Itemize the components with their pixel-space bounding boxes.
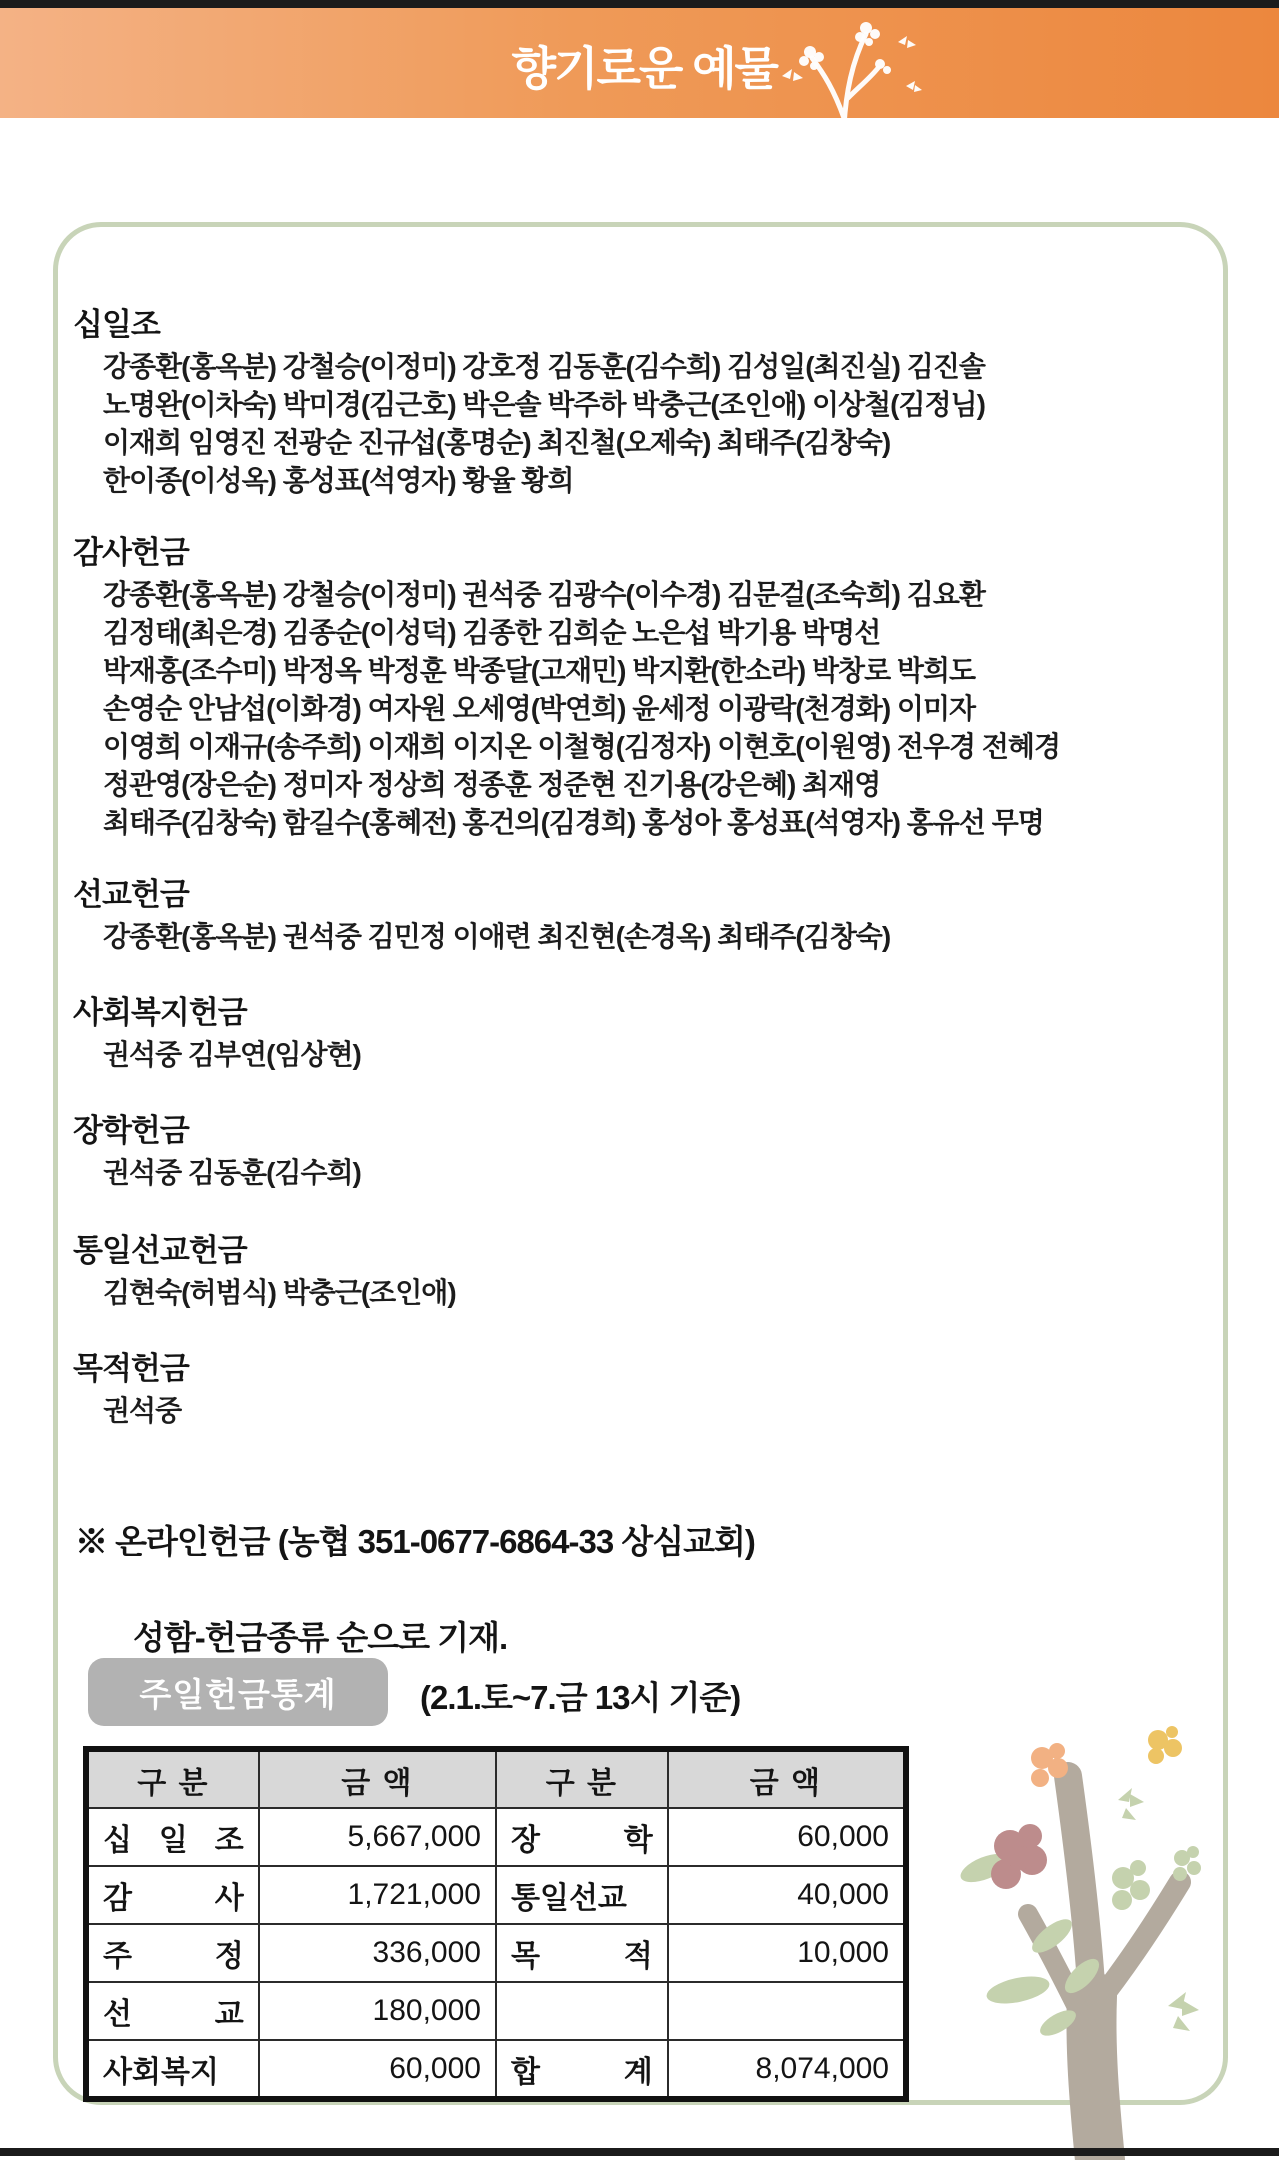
names-line: 한이종(이성옥) 홍성표(석영자) 황율 황희 [103,465,574,496]
names-line: 김현숙(허범식) 박충근(조인애) [103,1277,456,1308]
names-line: 이재희 임영진 전광순 진규섭(홍명순) 최진철(오제숙) 최태주(김창숙) [103,427,891,458]
amount-cell: 10,000 [668,1924,905,1982]
col-header-category: 구 분 [87,1750,259,1808]
amount-cell [668,1982,905,2040]
names-line: 강종환(홍옥분) 강철승(이정미) 권석중 김광수(이수경) 김문걸(조숙희) 김요환 [103,579,985,610]
names-line: 박재홍(조수미) 박정옥 박정훈 박종달(고재민) 박지환(한소라) 박창로 박희도 [103,655,976,686]
amount-cell: 180,000 [259,1982,496,2040]
category-cell: 장 학 [496,1808,668,1866]
header-band [0,8,1279,118]
weekly-stats-badge: 주일헌금통계 [88,1658,388,1726]
flower-sprig-icon [772,14,922,126]
category-cell: 선 교 [87,1982,259,2040]
page-title: 향기로운 예물 [511,42,777,95]
category-cell: 사회복지 [87,2040,259,2098]
section-purpose [73,1346,1193,1430]
category-cell: 감 사 [87,1866,259,1924]
section-mission [73,872,1193,956]
section-title: 선교헌금 [73,877,189,912]
amount-cell: 8,074,000 [668,2040,905,2098]
online-offering-instruction: 성함-헌금종류 순으로 기재. [133,1619,508,1656]
table-row [87,1866,905,1924]
section-title: 장학헌금 [73,1113,189,1148]
tree-decoration-icon [930,1718,1260,2160]
col-header-amount: 금 액 [668,1750,905,1808]
section-tithe [73,302,1193,500]
names-line: 강종환(홍옥분) 강철승(이정미) 강호정 김동훈(김수희) 김성일(최진실) 김진솔 [103,351,985,382]
category-cell: 통일선교 [496,1866,668,1924]
category-cell: 십 일 조 [87,1808,259,1866]
top-border-line [0,0,1279,8]
section-social-welfare [73,990,1193,1074]
names-line: 정관영(장은순) 정미자 정상희 정종훈 정준현 진기용(강은혜) 최재영 [103,769,881,800]
table-row [87,2040,905,2098]
stats-period-note: (2.1.토~7.금 13시 기준) [420,1679,741,1716]
amount-cell: 40,000 [668,1866,905,1924]
online-offering-info: ※ 온라인헌금 (농협 351-0677-6864-33 상심교회) [75,1523,755,1560]
names-line: 이영희 이재규(송주희) 이재희 이지온 이철형(김정자) 이현호(이원영) 전우경 전혜경 [103,731,1060,762]
category-cell: 목 적 [496,1924,668,1982]
offering-stats-table [85,1748,907,2100]
bottom-border-line [0,2148,1279,2156]
table-row [87,1982,905,2040]
table-row [87,1924,905,1982]
col-header-amount: 금 액 [259,1750,496,1808]
section-unification-mission [73,1228,1193,1312]
table-header-row [87,1750,905,1808]
names-line: 손영순 안남섭(이화경) 여자원 오세영(박연희) 윤세정 이광락(천경화) 이미자 [103,693,976,724]
section-title: 십일조 [73,307,160,342]
amount-cell: 60,000 [668,1808,905,1866]
names-line: 최태주(김창숙) 함길수(홍혜전) 홍건의(김경희) 홍성아 홍성표(석영자) 홍유선 무명 [103,807,1044,838]
names-line: 권석중 [103,1395,182,1426]
category-cell: 합 계 [496,2040,668,2098]
category-cell [496,1982,668,2040]
section-scholarship [73,1108,1193,1192]
names-line: 노명완(이차숙) 박미경(김근호) 박은솔 박주하 박충근(조인애) 이상철(김정님) [103,389,985,420]
category-cell: 주 정 [87,1924,259,1982]
section-title: 사회복지헌금 [73,995,247,1030]
section-title: 목적헌금 [73,1351,189,1386]
section-title: 감사헌금 [73,535,189,570]
names-line: 강종환(홍옥분) 권석중 김민정 이애련 최진현(손경옥) 최태주(김창숙) [103,921,891,952]
table-row [87,1808,905,1866]
names-line: 김정태(최은경) 김종순(이성덕) 김종한 김희순 노은섭 박기용 박명선 [103,617,881,648]
amount-cell: 336,000 [259,1924,496,1982]
col-header-category: 구 분 [496,1750,668,1808]
amount-cell: 1,721,000 [259,1866,496,1924]
section-title: 통일선교헌금 [73,1233,247,1268]
amount-cell: 60,000 [259,2040,496,2098]
names-line: 권석중 김동훈(김수희) [103,1157,361,1188]
amount-cell: 5,667,000 [259,1808,496,1866]
section-thanksgiving [73,530,1193,842]
names-line: 권석중 김부연(임상현) [103,1039,361,1070]
